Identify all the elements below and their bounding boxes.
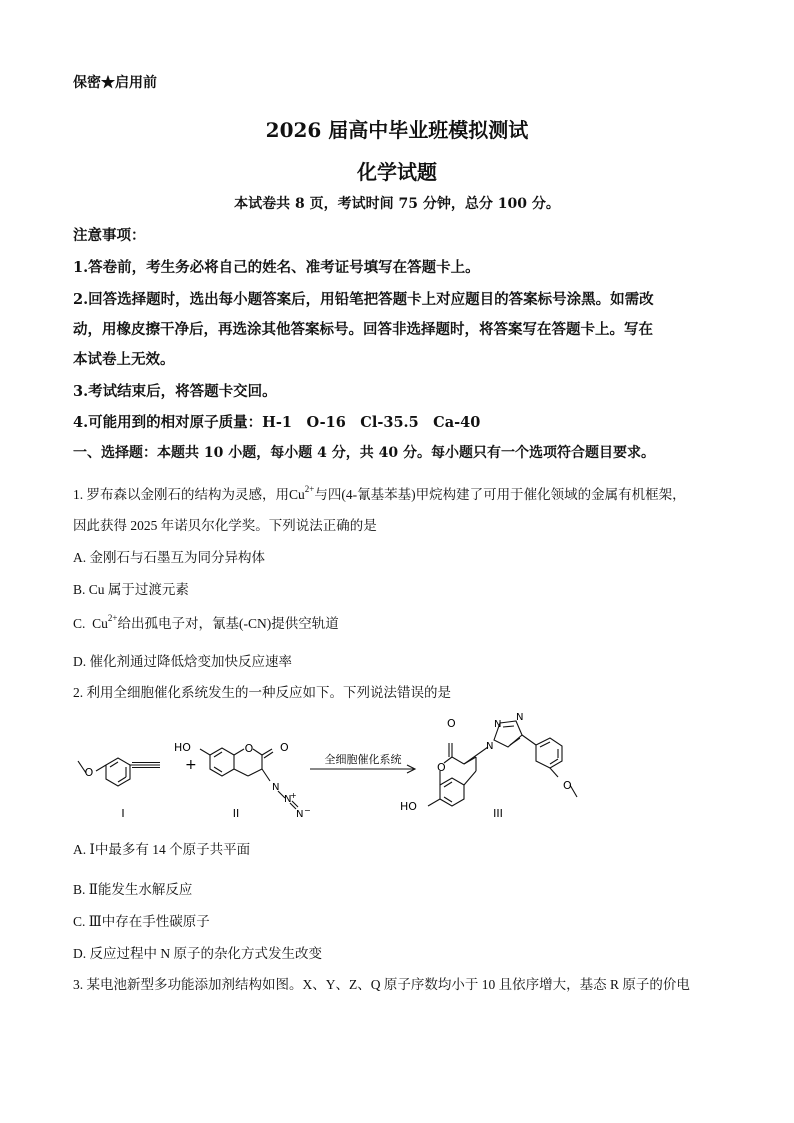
scheme-o-methoxy-iii: O xyxy=(563,779,572,792)
q3-stem: 3. 某电池新型多功能添加剂结构如图。X、Y、Z、Q 原子序数均小于 10 且依序增大，基态 R 原子的价电 xyxy=(73,977,690,992)
subject-title: 化学试题 xyxy=(357,160,437,184)
scheme-o-ring-iii: O xyxy=(437,761,446,774)
q1-stem-line1: 1. 罗布森以金刚石的结构为灵感，用$Cu^{2+}$与四(4-氰基苯基)甲烷构建了可用于催化领域的金属有机框架， xyxy=(73,484,686,502)
q1-stem-line2: 因此获得 2025 年诺贝尔化学奖。下列说法正确的是 xyxy=(73,518,377,533)
q2-option-b: B. Ⅱ能发生水解反应 xyxy=(73,882,193,897)
scheme-azide-minus: − xyxy=(304,806,311,815)
scheme-o-carbonyl-ii: O xyxy=(280,741,289,754)
scheme-triazole-n3: N xyxy=(516,712,524,723)
scheme-triazole-n1: N xyxy=(486,741,494,752)
scheme-o-methoxy-i: O xyxy=(84,766,94,779)
reaction-scheme xyxy=(60,705,740,830)
q1-option-a: A. 金刚石与石墨互为同分异构体 xyxy=(73,550,265,565)
scheme-label-iii: III xyxy=(493,807,503,820)
cu-ion: $Cu^{2+}$ xyxy=(289,484,315,502)
scheme-azide-n2: N xyxy=(284,794,292,805)
scheme-ho-right: HO xyxy=(400,800,417,813)
note-item: 4.可能用到的相对原子质量：H-1 O-16 Cl-35.5 Ca-40 xyxy=(73,414,481,431)
q2-option-c: C. Ⅲ中存在手性碳原子 xyxy=(73,914,210,929)
scheme-azide-n1: N xyxy=(272,782,280,793)
note-item: 3.考试结束后，将答题卡交回。 xyxy=(73,383,277,400)
scheme-o-carbonyl-iii: O xyxy=(447,717,456,730)
confidential-label: 保密★启用前 xyxy=(73,75,157,91)
q2-stem: 2. 利用全细胞催化系统发生的一种反应如下。下列说法错误的是 xyxy=(73,685,451,700)
scheme-azide-plus: + xyxy=(290,791,297,800)
note-item: 1.答卷前，考生务必将自己的姓名、准考证号填写在答题卡上。 xyxy=(73,259,480,276)
exam-title: 2026 届高中毕业班模拟测试 xyxy=(265,118,529,142)
scheme-arrow-label: 全细胞催化系统 xyxy=(324,753,402,766)
q1-option-d: D. 催化剂通过降低焓变加快反应速率 xyxy=(73,654,292,669)
q1-option-b: B. Cu 属于过渡元素 xyxy=(73,582,189,597)
q2-option-a: A. Ⅰ中最多有 14 个原子共平面 xyxy=(73,842,251,857)
note-item: 本试卷上无效。 xyxy=(73,351,175,368)
scheme-o-ring-ii: O xyxy=(244,742,254,755)
scheme-azide-n3: N xyxy=(296,809,304,820)
notes-heading: 注意事项： xyxy=(73,227,146,244)
q1-option-c: C. $Cu^{2+}$给出孤电子对，氰基(-CN)提供空轨道 xyxy=(73,613,339,631)
note-item: 2.回答选择题时，选出每小题答案后，用铅笔把答题卡上对应题目的答案标号涂黑。如需改 xyxy=(73,291,654,308)
scheme-plus: + xyxy=(185,757,197,773)
note-item: 动，用橡皮擦干净后，再选涂其他答案标号。回答非选择题时，将答案写在答题卡上。写在 xyxy=(73,321,653,338)
q2-option-d: D. 反应过程中 N 原子的杂化方式发生改变 xyxy=(73,946,322,961)
scheme-label-ii: II xyxy=(232,807,240,820)
scheme-label-i: I xyxy=(121,807,125,820)
exam-info: 本试卷共 8 页，考试时间 75 分钟，总分 100 分。 xyxy=(234,196,560,212)
scheme-triazole-n2: N xyxy=(494,719,502,730)
scheme-ho-left: HO xyxy=(174,741,191,754)
section-heading: 一、选择题：本题共 10 小题，每小题 4 分，共 40 分。每小题只有一个选项符合题目要求。 xyxy=(73,445,655,461)
